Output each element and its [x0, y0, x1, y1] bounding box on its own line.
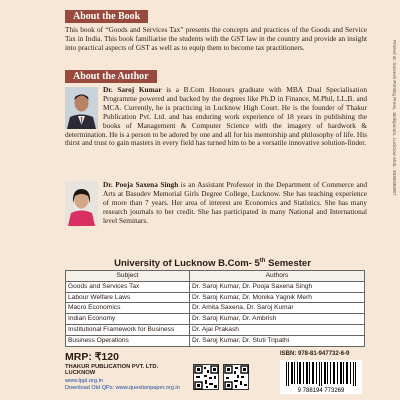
- website-link[interactable]: www.tppl.org.in: [65, 378, 103, 384]
- isbn-label: ISBN: 978-81-947732-6-9: [280, 351, 350, 357]
- publisher-name: THAKUR PUBLICATION PVT. LTD. LUCKNOW: [65, 364, 159, 377]
- table-row: Goods and Services Tax Dr. Saroj Kumar, Dr. Pooja Saxena Singh: [66, 281, 365, 292]
- syllabus-title: University of Lucknow B.Com- 5th Semester: [114, 258, 311, 270]
- author2-name: Dr. Pooja Saxena Singh: [103, 180, 179, 189]
- about-author-header: About the Author: [65, 70, 157, 83]
- printer-info: Printed at: Sarvesh Printing Press, Jankipuram, Lucknow Mob.: 9336936987: [392, 40, 397, 196]
- table-row: Macro Economics Dr. Amita Saxena, Dr. Saroj Kumar: [66, 303, 365, 314]
- author2-text: is an Assistant Professor in the Department of Commerce and Arts at Basudev Memorial Girls Degree College, Lucknow. She has teaching experience of more than 7 years. Her area of interest are Economics and Statistics. She has many research journals to her credit. She has participated in many National and International level Seminars.: [103, 180, 367, 225]
- barcode-icon: [280, 360, 362, 394]
- syllabus-table: [65, 270, 365, 347]
- table-row: Institutional Framework for Business Dr. Ajai Prakash: [66, 324, 365, 335]
- qr-code-icon: [223, 364, 249, 390]
- table-row: Indian Economy Dr. Saroj Kumar, Dr. Ambrish: [66, 314, 365, 325]
- download-link[interactable]: Download Old QPs: www.questionpaper.org.in: [65, 384, 180, 391]
- website-info: [65, 378, 180, 391]
- qr-code-icon: [193, 364, 219, 390]
- table-row: Labour Welfare Laws Dr. Saroj Kumar, Dr. Monika Yagnik Merh: [66, 292, 365, 303]
- about-book-text: This book of “Goods and Services Tax” presents the concepts and practices of the Goods and Service Tax in India. This book familiarise the students with the GST law in the country and provide an insight into practical aspects of GST as well as to equip them to become tax practitioners.: [65, 25, 367, 52]
- table-row: Business Operations Dr. Saroj Kumar, Dr. Stuti Tripathi: [66, 335, 365, 346]
- barcode-number: 9 788194 773269: [297, 388, 345, 394]
- about-book-header: About the Book: [65, 10, 148, 23]
- table-header-subject: Subject: [66, 271, 190, 282]
- table-header-authors: Authors: [190, 271, 365, 282]
- author2-bio: [65, 181, 367, 227]
- author1-text: is a B.Com Honours graduate with MBA Dual Specialisation Programme powered and backed by the degrees like Ph.D in Finance, M.Phil, LL.B. and MCA. Currently, he is practicing in Lucknow High Court. He is the founder of Thakur Publication Pvt. Ltd. and has enduring work experience of 18 years in publishing the books of Management & Computer Science with the imagery of hardwork & determination. He is a person to be adored by one and all for his mentorship and philosophy of life. His thirst and trust to gain masters in every field has turned him to be a versatile innovative solution-finder.: [65, 85, 367, 148]
- author1-bio: [65, 86, 367, 148]
- author1-name: Dr. Saroj Kumar: [103, 85, 162, 94]
- price-label: MRP: ₹120: [65, 351, 119, 363]
